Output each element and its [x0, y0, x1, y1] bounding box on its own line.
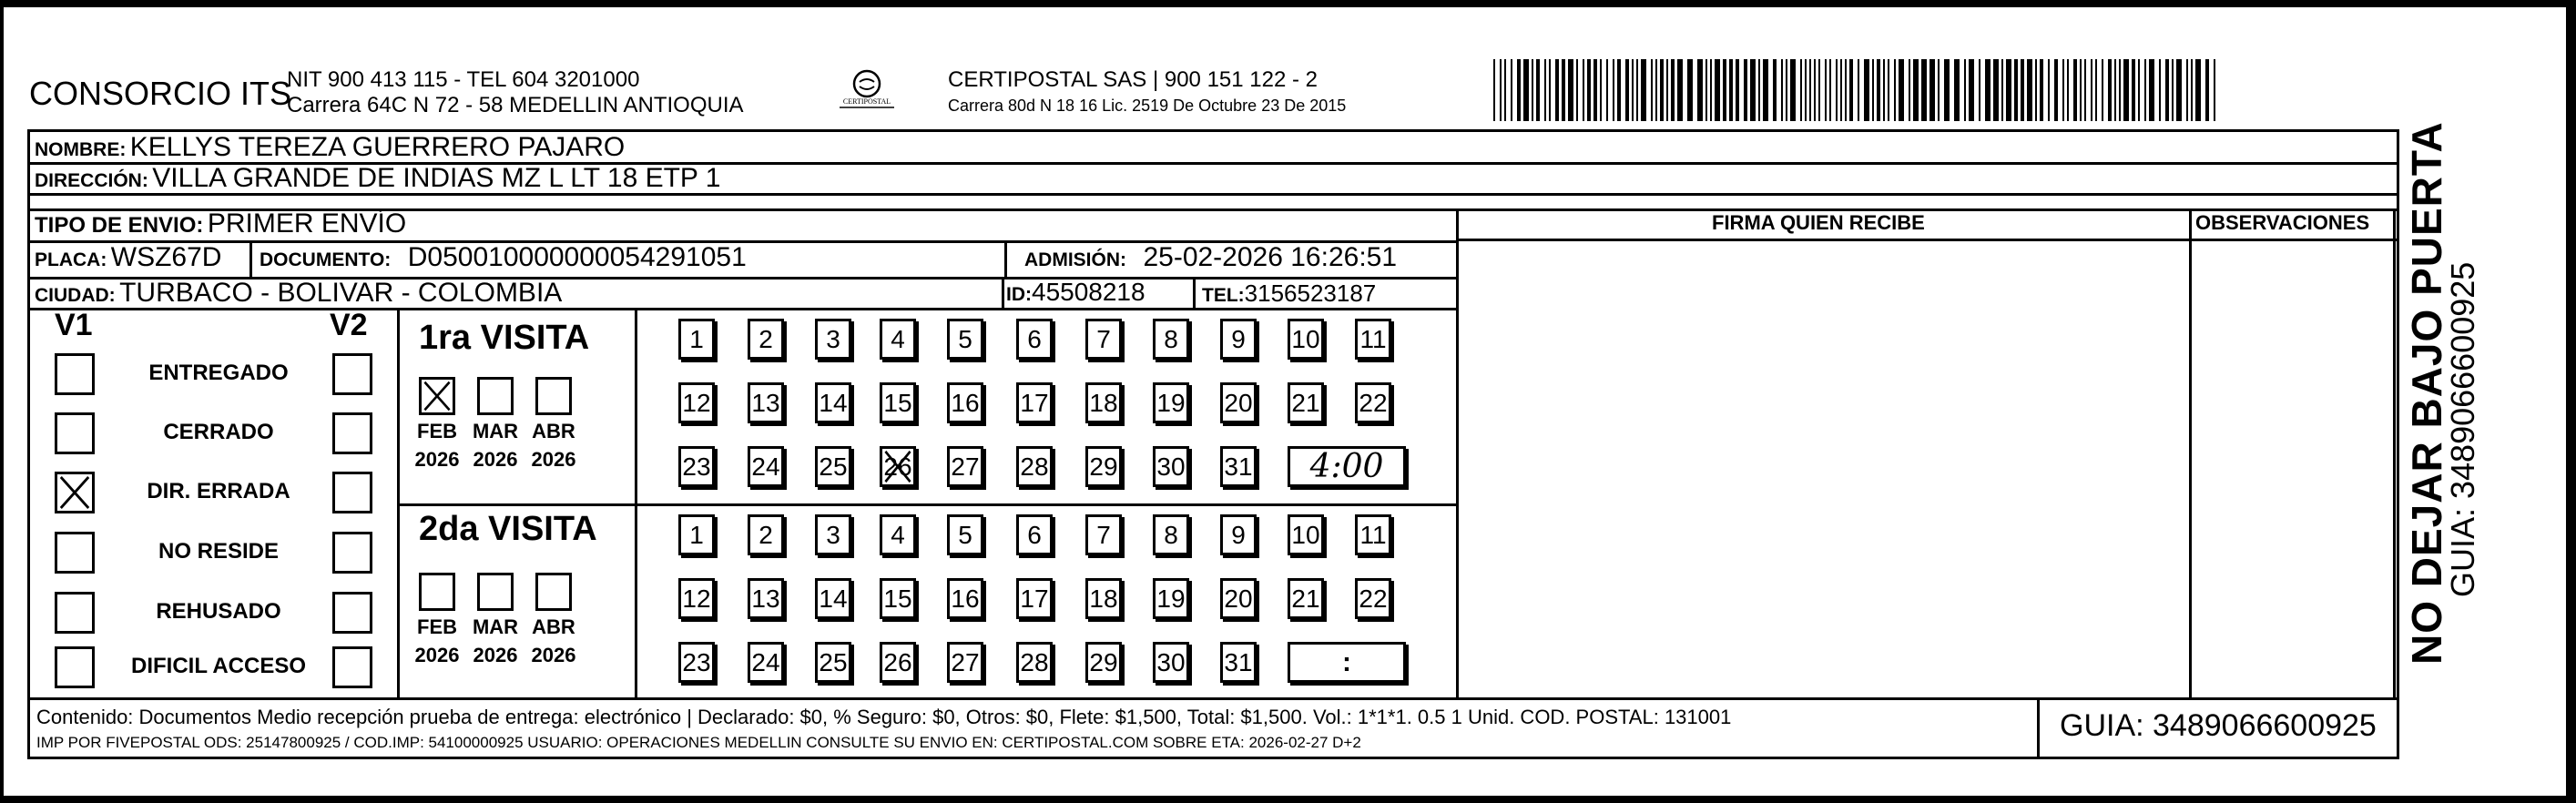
day-box[interactable] — [1220, 642, 1257, 683]
barcode — [1493, 59, 2222, 121]
day-number: 26 — [883, 647, 912, 676]
day-box[interactable] — [815, 514, 851, 555]
month-year: 2026 — [473, 448, 518, 471]
barcode-graphic — [1493, 59, 2222, 121]
ciudad-value: TURBACO - BOLIVAR - COLOMBIA — [119, 278, 563, 308]
day-number: 15 — [883, 584, 912, 613]
day-number: 12 — [682, 584, 711, 613]
v1-checkbox[interactable] — [55, 646, 95, 688]
month-checkbox[interactable] — [535, 573, 572, 611]
day-number: 4 — [891, 324, 905, 353]
day-number: 20 — [1224, 388, 1253, 417]
time-box[interactable] — [1288, 642, 1406, 683]
logo-caption: CERTIPOSTAL — [842, 97, 891, 106]
day-box[interactable] — [1085, 382, 1122, 423]
day-box[interactable] — [815, 578, 851, 619]
documento-label: DOCUMENTO: — [260, 249, 392, 270]
month-name: ABR — [532, 615, 575, 638]
tipo-label: TIPO DE ENVIO: — [35, 213, 204, 238]
admision-label: ADMISIÓN: — [1024, 249, 1126, 270]
row-direccion — [35, 163, 720, 194]
day-box[interactable] — [1016, 514, 1053, 555]
day-box[interactable] — [947, 642, 983, 683]
visit1-title: 1ra VISITA — [419, 319, 590, 357]
x-mark-icon — [422, 380, 453, 412]
day-box[interactable] — [1085, 446, 1122, 487]
day-box[interactable] — [1085, 514, 1122, 555]
id-value: 45508218 — [1032, 278, 1145, 306]
side-guia — [2444, 206, 2482, 597]
company-nit: NIT 900 413 115 - TEL 604 3201000 — [287, 67, 640, 92]
v2-checkbox[interactable] — [332, 592, 372, 634]
certipostal-address: Carrera 80d N 18 16 Lic. 2519 De Octubre 23 De 2015 — [948, 97, 1347, 115]
v2-checkbox[interactable] — [332, 532, 372, 574]
day-number: 15 — [883, 388, 912, 417]
day-box[interactable] — [1355, 319, 1391, 360]
day-number: 18 — [1089, 584, 1118, 613]
day-number: 21 — [1291, 388, 1320, 417]
id-label: ID: — [1006, 284, 1032, 305]
day-number: 6 — [1027, 324, 1042, 353]
day-number: 27 — [951, 647, 980, 676]
day-box[interactable] — [947, 578, 983, 619]
tipo-value: PRIMER ENVÍO — [207, 208, 407, 239]
day-number: 28 — [1020, 647, 1049, 676]
day-box[interactable] — [880, 319, 916, 360]
day-box[interactable] — [947, 446, 983, 487]
day-number: 10 — [1291, 324, 1320, 353]
day-box[interactable] — [748, 578, 784, 619]
day-number: 2 — [759, 520, 773, 549]
month-checkbox[interactable] — [535, 377, 572, 415]
month-checkbox[interactable] — [419, 573, 455, 611]
day-number: 11 — [1359, 520, 1387, 549]
day-box[interactable] — [1288, 382, 1324, 423]
day-box[interactable] — [1085, 319, 1122, 360]
row-id — [1006, 278, 1145, 307]
day-box[interactable] — [678, 514, 715, 555]
day-box[interactable] — [748, 319, 784, 360]
day-box[interactable] — [1153, 642, 1189, 683]
day-number: 7 — [1096, 520, 1111, 549]
v1-checkbox[interactable] — [55, 592, 95, 634]
tel-label: TEL: — [1202, 285, 1245, 306]
day-number: 7 — [1096, 324, 1111, 353]
visit2-title: 2da VISITA — [419, 510, 597, 548]
day-box[interactable] — [1220, 446, 1257, 487]
side-warning-text: NO DEJAR BAJO PUERTA — [2403, 121, 2450, 665]
day-number: 9 — [1231, 520, 1246, 549]
day-box[interactable] — [1153, 319, 1189, 360]
day-number: 6 — [1027, 520, 1042, 549]
day-box[interactable] — [678, 382, 715, 423]
day-box[interactable] — [880, 446, 916, 487]
day-number: 16 — [951, 388, 980, 417]
status-label: DIR. ERRADA — [147, 479, 290, 503]
day-number: 28 — [1020, 452, 1049, 481]
placa-label: PLACA: — [35, 249, 107, 270]
day-number: 23 — [682, 647, 711, 676]
day-number: 25 — [819, 452, 848, 481]
day-box[interactable] — [748, 642, 784, 683]
status-label: REHUSADO — [156, 599, 281, 624]
row-tipo — [35, 208, 406, 239]
tel-value: 3156523187 — [1244, 280, 1377, 307]
day-number: 11 — [1359, 324, 1387, 353]
day-number: 4 — [891, 520, 905, 549]
day-number: 25 — [819, 647, 848, 676]
day-box[interactable] — [1355, 578, 1391, 619]
month-name: FEB — [417, 615, 457, 638]
v1-label: V1 — [55, 308, 93, 342]
day-box[interactable] — [1220, 382, 1257, 423]
time-value: : — [1342, 646, 1351, 677]
day-number: 1 — [689, 520, 704, 549]
day-number: 30 — [1156, 647, 1186, 676]
v2-label: V2 — [330, 308, 368, 342]
scan-top-edge — [0, 0, 2576, 7]
month-checkbox[interactable] — [419, 377, 455, 415]
row-tel — [1202, 280, 1376, 308]
day-number: 5 — [958, 520, 972, 549]
firma-label: FIRMA QUIEN RECIBE — [1712, 211, 1925, 234]
month-name: FEB — [417, 420, 457, 442]
certipostal-line: CERTIPOSTAL SAS | 900 151 122 - 2 — [948, 67, 1318, 92]
month-year: 2026 — [531, 644, 576, 666]
month-label — [526, 417, 581, 473]
day-number: 27 — [951, 452, 980, 481]
day-number: 22 — [1359, 584, 1388, 613]
day-number: 17 — [1020, 584, 1049, 613]
v2-checkbox[interactable] — [332, 472, 372, 513]
day-box[interactable] — [880, 382, 916, 423]
day-box[interactable] — [1016, 642, 1053, 683]
day-number: 29 — [1089, 647, 1118, 676]
day-box[interactable] — [880, 578, 916, 619]
scan-bottom-edge — [0, 796, 2576, 803]
status-label: ENTREGADO — [148, 361, 289, 385]
documento-value: D050010000000054291051 — [407, 242, 747, 272]
day-number: 31 — [1224, 452, 1253, 481]
day-number: 12 — [682, 388, 711, 417]
day-number: 3 — [826, 520, 840, 549]
day-number: 18 — [1089, 388, 1118, 417]
admision-value: 25-02-2026 16:26:51 — [1143, 242, 1398, 272]
day-number: 14 — [819, 388, 848, 417]
day-number: 10 — [1291, 520, 1320, 549]
day-number: 31 — [1224, 647, 1253, 676]
row-nombre — [35, 132, 625, 163]
day-number: 19 — [1156, 584, 1186, 613]
company-name: CONSORCIO ITS — [29, 75, 292, 112]
day-box[interactable] — [947, 514, 983, 555]
day-box[interactable] — [1220, 319, 1257, 360]
row-admision — [1024, 242, 1397, 273]
day-box[interactable] — [678, 642, 715, 683]
month-year: 2026 — [414, 448, 460, 471]
day-number: 21 — [1291, 584, 1320, 613]
day-box[interactable] — [1153, 446, 1189, 487]
day-box[interactable] — [947, 319, 983, 360]
nombre-value: KELLYS TEREZA GUERRERO PAJARO — [129, 132, 626, 162]
day-box[interactable] — [748, 514, 784, 555]
month-label — [468, 613, 523, 669]
month-year: 2026 — [414, 644, 460, 666]
day-number: 19 — [1156, 388, 1186, 417]
day-box[interactable] — [880, 514, 916, 555]
day-box[interactable] — [1288, 514, 1324, 555]
day-number: 20 — [1224, 584, 1253, 613]
status-label: DIFICIL ACCESO — [130, 654, 306, 678]
month-checkbox[interactable] — [477, 377, 514, 415]
day-box[interactable] — [1153, 514, 1189, 555]
observaciones-label: OBSERVACIONES — [2195, 211, 2370, 234]
month-label — [410, 417, 464, 473]
month-label — [468, 417, 523, 473]
v2-checkbox[interactable] — [332, 646, 372, 688]
ciudad-label: CIUDAD: — [35, 285, 116, 306]
month-year: 2026 — [531, 448, 576, 471]
day-box[interactable] — [1355, 382, 1391, 423]
day-box[interactable] — [1288, 578, 1324, 619]
day-number: 9 — [1231, 324, 1246, 353]
day-box[interactable] — [1016, 382, 1053, 423]
month-label — [526, 613, 581, 669]
day-number: 24 — [751, 452, 780, 481]
day-number: 3 — [826, 324, 840, 353]
day-box[interactable] — [1153, 578, 1189, 619]
day-box[interactable] — [748, 382, 784, 423]
day-box[interactable] — [1016, 319, 1053, 360]
day-number: 26 — [883, 452, 912, 481]
time-value: 4:00 — [1309, 448, 1384, 485]
day-number: 1 — [689, 324, 704, 353]
certipostal-logo — [834, 66, 900, 117]
day-box[interactable] — [815, 446, 851, 487]
footer-contenido: Contenido: Documentos Medio recepción prueba de entrega: electrónico | Declarado: $0, % Seguro: $0, Otros: $0, Flete: $1,500, Total: $1,500. Vol.: 1*1*1. 0.5 1 Unid. COD. POSTAL: 131001 — [36, 706, 1732, 728]
scan-right-edge — [2566, 0, 2576, 803]
day-box[interactable] — [1355, 514, 1391, 555]
x-mark-icon — [57, 474, 92, 511]
row-ciudad — [35, 278, 562, 309]
day-number: 24 — [751, 647, 780, 676]
day-box[interactable] — [1016, 446, 1053, 487]
day-number: 17 — [1020, 388, 1049, 417]
day-number: 23 — [682, 452, 711, 481]
footer-imp: IMP POR FIVEPOSTAL ODS: 25147800925 / COD.IMP: 54100000925 USUARIO: OPERACIONES MEDELLIN CONSULTE SU ENVIO EN: CERTIPOSTAL.COM SOBRE ETA: 2026-02-27 D+2 — [36, 734, 1361, 751]
day-number: 29 — [1089, 452, 1118, 481]
day-box[interactable] — [1288, 319, 1324, 360]
day-box[interactable] — [1016, 578, 1053, 619]
day-box[interactable] — [1220, 578, 1257, 619]
day-number: 13 — [751, 584, 780, 613]
v2-checkbox[interactable] — [332, 353, 372, 395]
month-label — [410, 613, 464, 669]
day-number: 22 — [1359, 388, 1388, 417]
scan-left-edge — [0, 0, 4, 803]
status-label: NO RESIDE — [158, 539, 280, 564]
day-box[interactable] — [1085, 578, 1122, 619]
day-box[interactable] — [748, 446, 784, 487]
nombre-label: NOMBRE: — [35, 139, 127, 160]
v1-checkbox[interactable] — [55, 412, 95, 454]
placa-value: WSZ67D — [110, 242, 222, 272]
day-box[interactable] — [678, 446, 715, 487]
day-number: 5 — [958, 324, 972, 353]
status-label: CERRADO — [163, 420, 274, 444]
day-number: 13 — [751, 388, 780, 417]
month-name: MAR — [472, 420, 519, 442]
day-box[interactable] — [1085, 642, 1122, 683]
day-number: 2 — [759, 324, 773, 353]
v2-checkbox[interactable] — [332, 412, 372, 454]
footer-guia: GUIA: 3489066600925 — [2060, 708, 2377, 743]
direccion-value: VILLA GRANDE DE INDIAS MZ L LT 18 ETP 1 — [152, 163, 721, 193]
month-checkbox[interactable] — [477, 573, 514, 611]
day-box[interactable] — [678, 319, 715, 360]
day-number: 14 — [819, 584, 848, 613]
row-documento — [260, 242, 747, 273]
month-year: 2026 — [473, 644, 518, 666]
time-box[interactable] — [1288, 446, 1406, 487]
day-box[interactable] — [678, 578, 715, 619]
row-placa — [35, 242, 221, 273]
month-name: MAR — [472, 615, 519, 638]
direccion-label: DIRECCIÓN: — [35, 170, 148, 191]
v1-checkbox[interactable] — [55, 353, 95, 395]
day-box[interactable] — [815, 642, 851, 683]
day-box[interactable] — [815, 319, 851, 360]
day-box[interactable] — [880, 642, 916, 683]
day-box[interactable] — [1153, 382, 1189, 423]
day-box[interactable] — [815, 382, 851, 423]
day-number: 8 — [1164, 520, 1178, 549]
company-address: Carrera 64C N 72 - 58 MEDELLIN ANTIOQUIA — [287, 93, 744, 117]
day-number: 30 — [1156, 452, 1186, 481]
day-number: 8 — [1164, 324, 1178, 353]
day-number: 16 — [951, 584, 980, 613]
v1-checkbox[interactable] — [55, 472, 95, 513]
v1-checkbox[interactable] — [55, 532, 95, 574]
side-guia-text: GUIA: 3489066600925 — [2444, 261, 2481, 597]
month-name: ABR — [532, 420, 575, 442]
day-box[interactable] — [1220, 514, 1257, 555]
day-box[interactable] — [947, 382, 983, 423]
